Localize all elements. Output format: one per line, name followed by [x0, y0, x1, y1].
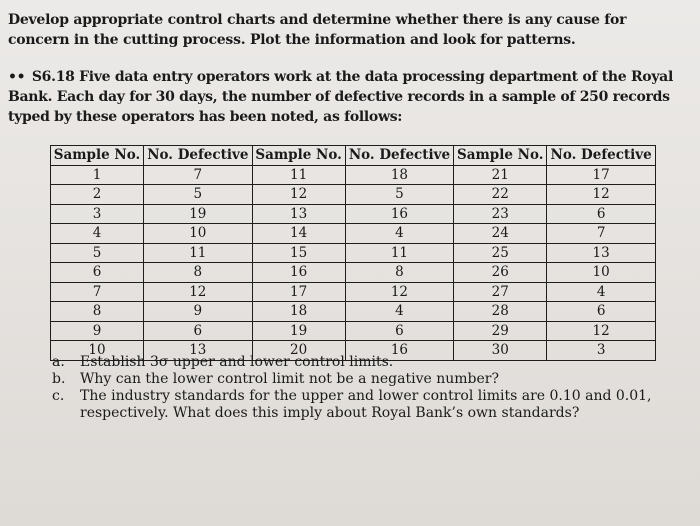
table-row	[51, 185, 656, 205]
question-letter: a.	[52, 354, 65, 370]
table-row	[51, 243, 656, 263]
table-cell: 11	[143, 243, 252, 263]
table-cell: 6	[547, 302, 656, 322]
table-cell: 18	[252, 302, 345, 322]
table-cell: 6	[547, 204, 656, 224]
question-letter: b.	[52, 371, 66, 387]
table-row	[51, 165, 656, 185]
table-cell: 7	[51, 282, 144, 302]
table-cell: 15	[252, 243, 345, 263]
table-cell: 6	[143, 321, 252, 341]
table-cell: 10	[143, 224, 252, 244]
question-letter: c.	[52, 388, 65, 404]
table-cell: 11	[345, 243, 454, 263]
table-cell: 19	[252, 321, 345, 341]
table-cell: 9	[51, 321, 144, 341]
table-cell: 1	[51, 165, 144, 185]
table-cell: 18	[345, 165, 454, 185]
table-cell: 12	[547, 185, 656, 205]
header-no-defective: No. Defective	[143, 146, 252, 166]
table-cell: 12	[143, 282, 252, 302]
table-cell: 6	[345, 321, 454, 341]
table-row	[51, 282, 656, 302]
table-cell: 20	[252, 341, 345, 361]
table-cell: 28	[454, 302, 547, 322]
table-cell: 25	[454, 243, 547, 263]
table-row	[51, 321, 656, 341]
table-cell: 27	[454, 282, 547, 302]
header-sample-no: Sample No.	[252, 146, 345, 166]
question-text: Establish 3σ upper and lower control limits.	[80, 354, 394, 370]
question-item	[52, 371, 692, 388]
table-cell: 14	[252, 224, 345, 244]
table-cell: 7	[143, 165, 252, 185]
question-item	[52, 354, 692, 371]
table-cell: 7	[547, 224, 656, 244]
table-cell: 16	[252, 263, 345, 283]
table-row	[51, 204, 656, 224]
questions-list	[52, 354, 692, 422]
table-cell: 11	[252, 165, 345, 185]
table-cell: 10	[51, 341, 144, 361]
table-cell: 3	[547, 341, 656, 361]
table-cell: 22	[454, 185, 547, 205]
table-cell: 5	[143, 185, 252, 205]
header-no-defective: No. Defective	[345, 146, 454, 166]
table-cell: 16	[345, 204, 454, 224]
table-cell: 17	[547, 165, 656, 185]
table-cell: 16	[345, 341, 454, 361]
table-cell: 13	[252, 204, 345, 224]
table-cell: 12	[345, 282, 454, 302]
table-cell: 19	[143, 204, 252, 224]
table-cell: 23	[454, 204, 547, 224]
header-sample-no: Sample No.	[454, 146, 547, 166]
table-cell: 8	[143, 263, 252, 283]
table-cell: 30	[454, 341, 547, 361]
table-cell: 8	[51, 302, 144, 322]
header-sample-no: Sample No.	[51, 146, 144, 166]
table-cell: 12	[547, 321, 656, 341]
table-row	[51, 224, 656, 244]
table-cell: 21	[454, 165, 547, 185]
question-text: Why can the lower control limit not be a negative number?	[80, 371, 499, 387]
table-cell: 12	[252, 185, 345, 205]
table-cell: 8	[345, 263, 454, 283]
table-cell: 5	[51, 243, 144, 263]
table-cell: 26	[454, 263, 547, 283]
table-body	[51, 165, 656, 360]
table-cell: 10	[547, 263, 656, 283]
table-cell: 2	[51, 185, 144, 205]
table-cell: 29	[454, 321, 547, 341]
defects-table	[50, 145, 656, 361]
question-item	[52, 388, 692, 422]
table-cell: 6	[51, 263, 144, 283]
problem-text: S6.18 Five data entry operators work at the data processing department of the Royal Bank. Each day for 30 days, the number of defective records in a sample of 250 records typed by these operators has been noted, as follows:	[8, 69, 673, 125]
table-cell: 5	[345, 185, 454, 205]
table-cell: 13	[143, 341, 252, 361]
table-cell: 4	[345, 224, 454, 244]
question-text: The industry standards for the upper and lower control limits are 0.10 and 0.01, respectively. What does this imply about Royal Bank’s own standards?	[80, 388, 652, 421]
table-cell: 24	[454, 224, 547, 244]
table-cell: 13	[547, 243, 656, 263]
table-header-row	[51, 146, 656, 166]
table-cell: 4	[51, 224, 144, 244]
problem-statement	[8, 67, 692, 127]
table-cell: 17	[252, 282, 345, 302]
table-row	[51, 302, 656, 322]
table-cell: 4	[345, 302, 454, 322]
table-cell: 9	[143, 302, 252, 322]
header-no-defective: No. Defective	[547, 146, 656, 166]
intro-text: Develop appropriate control charts and determine whether there is any cause for concern in the cutting process. Plot the information and look for patterns.	[8, 12, 627, 48]
table-cell: 3	[51, 204, 144, 224]
difficulty-marker: ••	[8, 69, 26, 85]
table-row	[51, 263, 656, 283]
table-cell: 4	[547, 282, 656, 302]
